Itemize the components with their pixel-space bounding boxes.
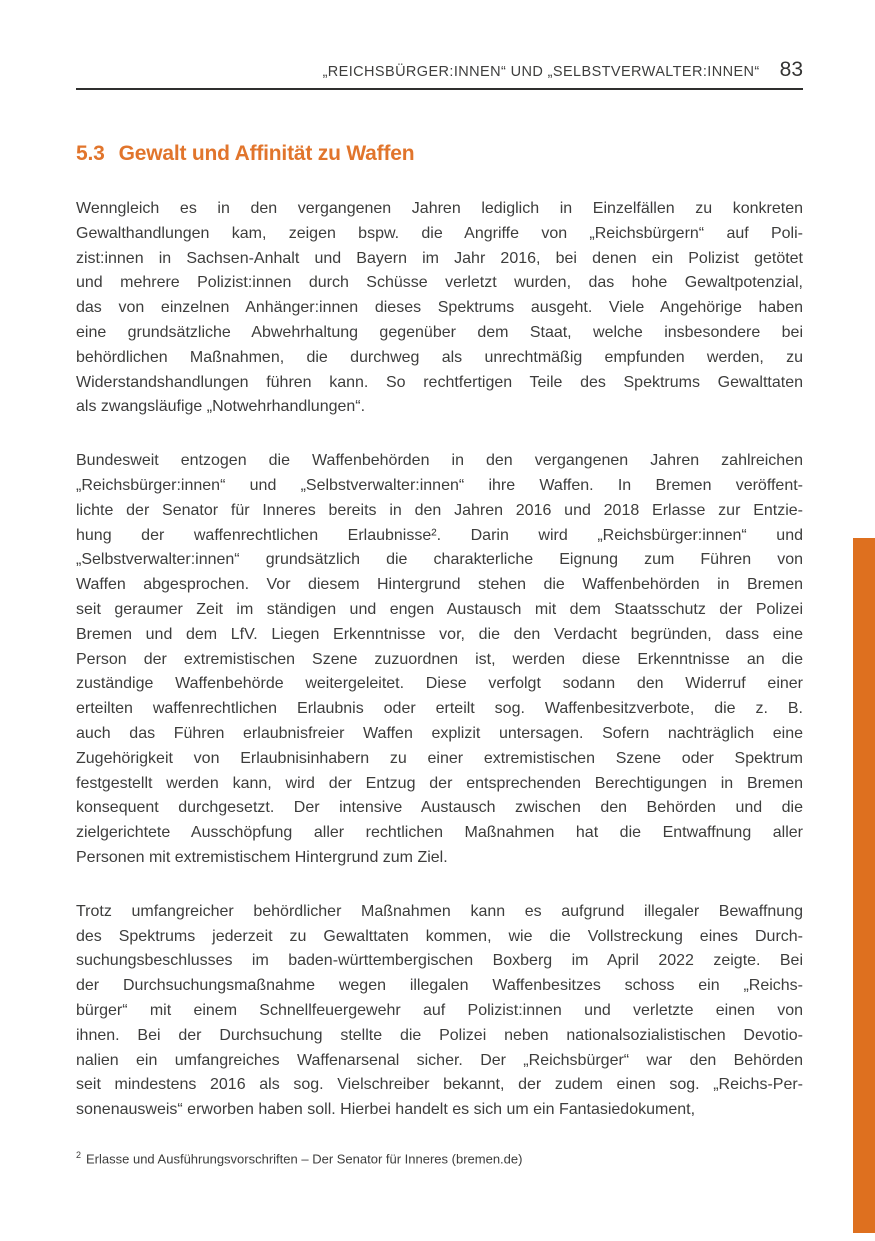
text-line: eine grundsätzliche Abwehrhaltung gegenüber dem Staat, welche insbesondere bei [76,323,803,341]
text-line: erteilten waffenrechtlichen Erlaubnis oder erteilt sog. Waffenbesitzverbote, die z. B. [76,700,803,718]
text-line: Person der extremistischen Szene zuzuordnen ist, werden diese Erkenntnisse an die [76,650,803,668]
text-line: zist:innen in Sachsen-Anhalt und Bayern im Jahr 2016, bei denen ein Polizist getötet [76,249,803,267]
paragraph [76,449,803,871]
text-line: Trotz umfangreicher behördlicher Maßnahmen kann es aufgrund illegaler Bewaffnung [76,902,803,920]
text-line: Bundesweit entzogen die Waffenbehörden in den vergangenen Jahren zahlreichen [76,452,803,470]
text-line: Gewalthandlungen kam, zeigen bspw. die Angriffe von „Reichsbürgern“ auf Poli- [76,224,803,242]
paragraph [76,197,803,420]
body-text [76,197,803,1152]
accent-bar [853,538,875,1233]
text-line: konsequent durchgesetzt. Der intensive Austausch zwischen den Behörden und die [76,799,803,817]
page-number: 83 [779,58,803,81]
text-line: nalien ein umfangreiches Waffenarsenal sicher. Der „Reichsbürger“ war den Behörden [76,1051,803,1069]
footnote-text: Erlasse und Ausführungsvorschriften – Der Senator für Inneres (bremen.de) [86,1151,523,1167]
running-head-title: „REICHSBÜRGER:INNEN“ UND „SELBSTVERWALTER:INNEN“ [322,64,760,80]
page-header [76,58,803,82]
text-line: Widerstandshandlungen führen kann. So rechtfertigen Teile des Spektrums Gewalttaten [76,373,803,391]
text-line: Wenngleich es in den vergangenen Jahren lediglich in Einzelfällen zu konkreten [76,200,803,217]
text-line: Personen mit extremistischem Hintergrund zum Ziel. [76,848,448,866]
text-line: seit geraumer Zeit im ständigen und engen Austausch mit dem Staatsschutz der Polizei [76,600,803,618]
text-line: Bremen und dem LfV. Liegen Erkenntnisse vor, die den Verdacht begründen, dass eine [76,625,803,643]
text-line: lichte der Senator für Inneres bereits in den Jahren 2016 und 2018 Erlasse zur Entzie- [76,501,803,519]
paragraph [76,900,803,1123]
text-line: seit mindestens 2016 als sog. Vielschreiber bekannt, der zudem einen sog. „Reichs-Per- [76,1076,803,1094]
footnote [76,1147,803,1167]
text-line: als zwangsläufige „Notwehrhandlungen“. [76,398,366,416]
text-line: der Durchsuchungsmaßnahme wegen illegalen Waffenbesitzes schoss ein „Reichs- [76,977,803,995]
text-line: „Selbstverwalter:innen“ grundsätzlich die charakterliche Eignung zum Führen von [76,551,803,569]
section-title: Gewalt und Affinität zu Waffen [118,142,415,165]
text-line: suchungsbeschlusses im baden-württembergischen Boxberg im April 2022 zeigte. Bei [76,952,803,970]
text-line: auch das Führen erlaubnisfreier Waffen explizit untersagen. Sofern nachträglich eine [76,724,803,742]
text-line: und mehrere Polizist:innen durch Schüsse verletzt wurden, das hohe Gewaltpotenzial, [76,274,803,292]
text-line: sonenausweis“ erworben haben soll. Hierbei handelt es sich um ein Fantasiedokument, [76,1101,696,1119]
text-line: „Reichsbürger:innen“ und „Selbstverwalter:innen“ ihre Waffen. In Bremen veröffent- [76,476,803,494]
text-line: des Spektrums jederzeit zu Gewalttaten kommen, wie die Vollstreckung eines Durch- [76,927,803,945]
text-line: behördlichen Maßnahmen, die durchweg als unrechtmäßig empfunden werden, zu [76,348,803,366]
text-line: das von einzelnen Anhänger:innen dieses Spektrums ausgeht. Viele Angehörige haben [76,299,803,317]
footnote-marker: 2 [76,1150,82,1160]
header-rule [76,88,803,90]
text-line: zuständige Waffenbehörde weitergeleitet. Diese verfolgt sodann den Widerruf einer [76,675,803,693]
text-line: festgestellt werden kann, wird der Entzug der entsprechenden Berechtigungen in Bremen [76,774,803,792]
text-line: Waffen abgesprochen. Vor diesem Hintergrund stehen die Waffenbehörden in Bremen [76,576,803,594]
text-line: bürger“ mit einem Schnellfeuergewehr auf Polizist:innen und verletzte einen von [76,1001,803,1019]
section-number: 5.3 [76,142,105,165]
text-line: Zugehörigkeit von Erlaubnisinhabern zu einer extremistischen Szene oder Spektrum [76,749,803,767]
section-heading [76,142,414,166]
text-line: ihnen. Bei der Durchsuchung stellte die Polizei neben nationalsozialistischen Devotio- [76,1026,803,1044]
text-line: zielgerichtete Ausschöpfung aller rechtlichen Maßnahmen hat die Entwaffnung aller [76,824,803,842]
text-line: hung der waffenrechtlichen Erlaubnisse². Darin wird „Reichsbürger:innen“ und [76,526,803,544]
